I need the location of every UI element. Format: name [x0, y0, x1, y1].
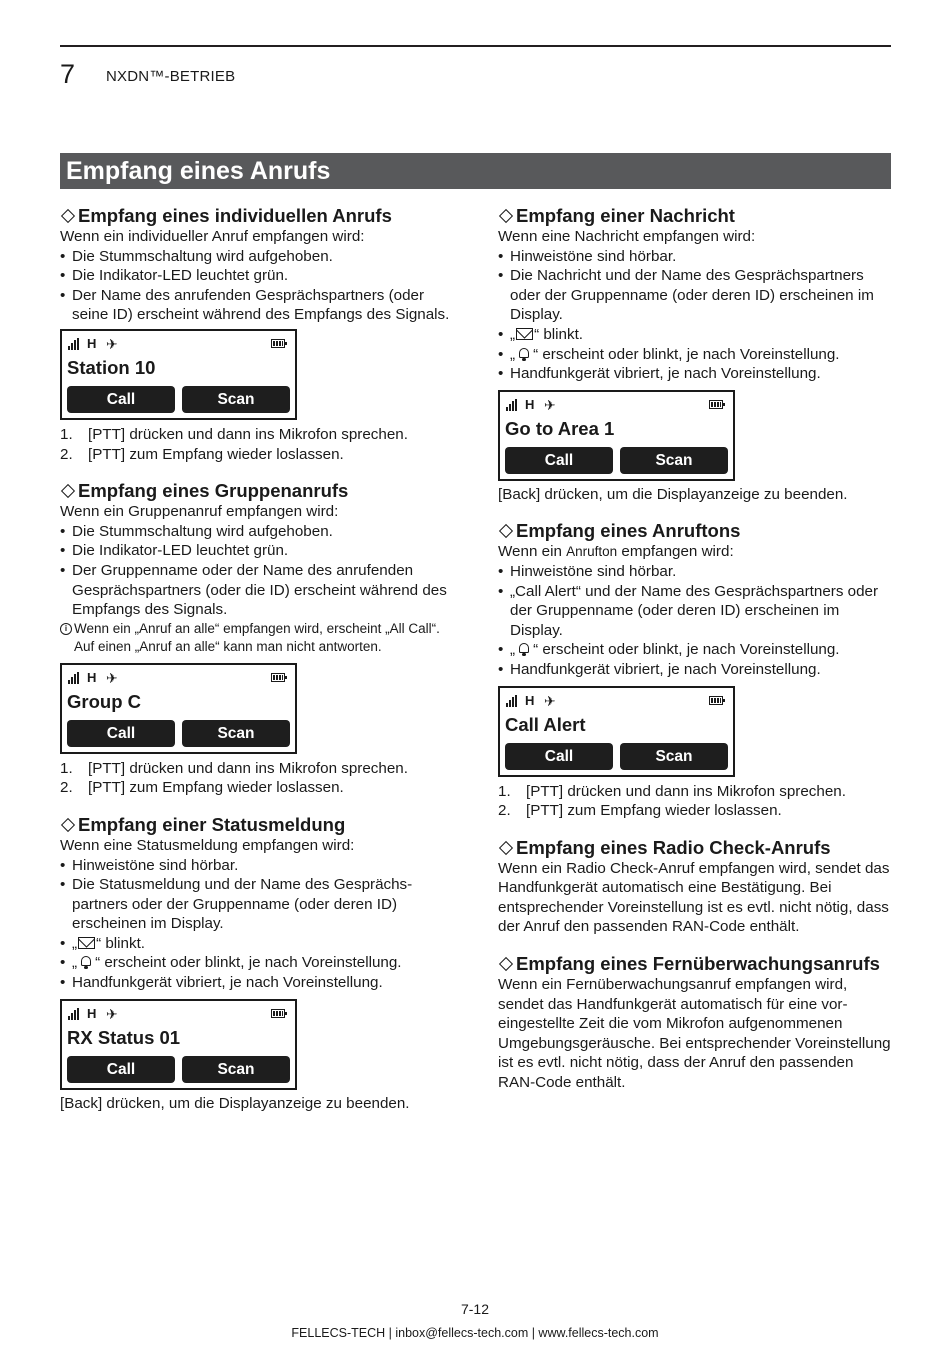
- section-title-bar: [60, 153, 891, 189]
- call-softkey: Call: [67, 720, 175, 747]
- airplane-icon: ✈: [106, 335, 118, 352]
- display-name: Group C: [67, 690, 141, 712]
- list-item: • Hinweistöne sind hörbar.: [498, 562, 893, 582]
- power-level: H: [525, 396, 535, 412]
- radio-display: [498, 390, 735, 481]
- chapter-number: 7: [60, 59, 76, 89]
- call-softkey: Call: [505, 447, 613, 474]
- section-heading: Empfang einer Statusmeldung: [60, 813, 455, 836]
- scan-softkey: Scan: [182, 386, 290, 413]
- envelope-icon: [78, 937, 95, 949]
- step-item: 2. [PTT] zum Empfang wieder loslassen.: [60, 779, 344, 797]
- section-heading: Empfang eines Gruppenanrufs: [60, 479, 455, 502]
- battery-icon: [709, 400, 723, 409]
- diamond-icon: [498, 204, 516, 227]
- signal-strength-icon: [68, 338, 82, 350]
- step-item: 2. [PTT] zum Empfang wieder loslassen.: [498, 802, 782, 820]
- list-item: • Handfunkgerät vibriert, je nach Voreinstellung.: [498, 364, 893, 384]
- list-item: • Der Gruppenname oder der Name des anrufenden Gesprächspartners (oder die ID) erscheint während des Empfangs des Signals.: [60, 561, 455, 620]
- diamond-icon: [60, 204, 78, 227]
- bell-icon: [516, 642, 532, 656]
- remote-monitor-section: [498, 952, 893, 1093]
- radio-display: [60, 999, 297, 1090]
- body-text: Wenn ein Fernüberwachungsanruf empfangen wird, sendet das Handfunkgerät automatisch für eine voreingestellte Zeit die vom Mikrofon aufgenommenen Umgebungsgeräusche. Bei entsprechender Voreinstellung ist es evtl. nicht nötig, dass der Anruf den passenden RAN-Code enthält.: [498, 976, 891, 1092]
- bullet-list: [498, 562, 893, 680]
- radio-display: [498, 686, 735, 777]
- info-note: i Wenn ein „Anruf an alle“ empfangen wird, erscheint „All Call“. Auf einen „Anruf an alle“ kann man nicht antworten.: [60, 620, 455, 657]
- signal-strength-icon: [68, 1008, 82, 1020]
- chapter-title: NXDN™-BETRIEB: [106, 68, 236, 85]
- individual-call-section: [60, 204, 455, 464]
- bell-icon: [516, 347, 532, 361]
- intro-text: Wenn eine Nachricht empfangen wird:: [498, 228, 756, 245]
- envelope-icon: [516, 328, 533, 340]
- airplane-icon: ✈: [544, 692, 556, 709]
- body-text: Wenn ein Radio Check-Anruf empfangen wird, sendet das Handfunkgerät automatisch eine Bestätigung. Bei entsprechender Voreinstellung ist es evtl. nicht nötig, dass der Anruf den passenden RAN-Code enthält.: [498, 859, 890, 936]
- display-name: Go to Area 1: [505, 417, 615, 439]
- intro-text: Wenn eine Statusmeldung empfangen wird:: [60, 836, 355, 854]
- bullet-list: [498, 247, 893, 384]
- airplane-icon: ✈: [106, 1005, 118, 1022]
- section-heading: Empfang einer Nachricht: [498, 204, 893, 227]
- intro-text: Wenn ein individueller Anruf empfangen wird:: [60, 228, 365, 245]
- battery-icon: [709, 696, 723, 705]
- step-item: 1. [PTT] drücken und dann ins Mikrofon sprechen.: [498, 782, 846, 800]
- list-item: • „ “ erscheint oder blinkt, je nach Voreinstellung.: [498, 640, 893, 660]
- message-section: [498, 204, 893, 504]
- list-item: • „Call Alert“ und der Name des Gesprächspartners oder der Gruppenname (oder deren ID) erscheinen im Display.: [498, 582, 893, 641]
- display-name: RX Status 01: [67, 1026, 181, 1048]
- step-item: 2. [PTT] zum Empfang wieder loslassen.: [60, 445, 344, 463]
- airplane-icon: ✈: [106, 669, 118, 686]
- display-name: Call Alert: [505, 713, 586, 735]
- step-list: [60, 425, 455, 464]
- bullet-list: [60, 522, 455, 620]
- call-softkey: Call: [505, 743, 613, 770]
- scan-softkey: Scan: [620, 743, 728, 770]
- list-item: • Handfunkgerät vibriert, je nach Voreinstellung.: [498, 660, 893, 680]
- group-call-section: [60, 479, 455, 798]
- intro-text: Wenn ein Anrufton empfangen wird:: [498, 543, 734, 561]
- signal-strength-icon: [506, 695, 520, 707]
- signal-strength-icon: [68, 672, 82, 684]
- bullet-list: [60, 856, 455, 993]
- list-item: • Hinweistöne sind hörbar.: [498, 247, 893, 267]
- status-bar: [504, 693, 729, 709]
- airplane-icon: ✈: [544, 396, 556, 413]
- battery-icon: [271, 339, 285, 348]
- status-bar: [66, 1006, 291, 1022]
- call-softkey: Call: [67, 386, 175, 413]
- scan-softkey: Scan: [620, 447, 728, 474]
- diamond-icon: [498, 836, 516, 859]
- section-heading: Empfang eines individuellen Anrufs: [60, 204, 455, 227]
- scan-softkey: Scan: [182, 720, 290, 747]
- list-item: • Handfunkgerät vibriert, je nach Voreinstellung.: [60, 973, 455, 993]
- list-item: • „ “ erscheint oder blinkt, je nach Voreinstellung.: [60, 953, 455, 973]
- list-item: • Die Indikator-LED leuchtet grün.: [60, 541, 455, 561]
- step-list: [60, 759, 455, 798]
- status-bar: [66, 670, 291, 686]
- list-item: • „ “ erscheint oder blinkt, je nach Voreinstellung.: [498, 345, 893, 365]
- list-item: • Die Statusmeldung und der Name des Gesprächspartners oder der Gruppenname (oder deren ID) erscheinen im Display.: [60, 875, 455, 934]
- power-level: H: [87, 1005, 97, 1021]
- display-name: Station 10: [67, 356, 156, 378]
- diamond-icon: [60, 813, 78, 836]
- section-heading: Empfang eines Anruftons: [498, 519, 893, 542]
- signal-strength-icon: [506, 399, 520, 411]
- footer-contact: FELLECS-TECH | inbox@fellecs-tech.com | www.fellecs-tech.com: [291, 1326, 659, 1340]
- list-item: • Die Nachricht und der Name des Gesprächspartners oder der Gruppenname (oder deren ID) erscheinen im Display.: [498, 266, 893, 325]
- list-item: • Die Stummschaltung wird aufgehoben.: [60, 247, 455, 267]
- diamond-icon: [498, 519, 516, 542]
- status-bar: [504, 397, 729, 413]
- battery-icon: [271, 673, 285, 682]
- after-text: [Back] drücken, um die Displayanzeige zu beenden.: [60, 1094, 410, 1112]
- bell-icon: [78, 955, 94, 969]
- scan-softkey: Scan: [182, 1056, 290, 1083]
- left-column: [60, 204, 455, 1113]
- step-list: [498, 782, 893, 821]
- step-item: 1. [PTT] drücken und dann ins Mikrofon sprechen.: [60, 425, 408, 443]
- call-tone-section: [498, 519, 893, 820]
- right-column: [498, 204, 893, 1093]
- list-item: • Der Name des anrufenden Gesprächspartners (oder seine ID) erscheint während des Empfangs des Signals.: [60, 286, 455, 325]
- info-icon: i: [60, 623, 72, 635]
- power-level: H: [87, 669, 97, 685]
- status-bar: [66, 336, 291, 352]
- section-title: Empfang eines Anrufs: [66, 157, 331, 185]
- intro-text: Wenn ein Gruppenanruf empfangen wird:: [60, 503, 339, 521]
- bullet-list: [60, 247, 455, 325]
- power-level: H: [525, 692, 535, 708]
- after-text: [Back] drücken, um die Displayanzeige zu beenden.: [498, 485, 848, 503]
- list-item: • Hinweistöne sind hörbar.: [60, 856, 455, 876]
- radio-display: [60, 329, 297, 420]
- section-heading: Empfang eines Fernüberwachungsanrufs: [498, 952, 893, 975]
- list-item: • Die Indikator-LED leuchtet grün.: [60, 266, 455, 286]
- status-message-section: [60, 813, 455, 1113]
- battery-icon: [271, 1009, 285, 1018]
- diamond-icon: [498, 952, 516, 975]
- section-heading: Empfang eines Radio Check-Anrufs: [498, 836, 893, 859]
- step-item: 1. [PTT] drücken und dann ins Mikrofon sprechen.: [60, 759, 408, 777]
- radio-check-section: [498, 836, 893, 937]
- list-item: • Die Stummschaltung wird aufgehoben.: [60, 522, 455, 542]
- list-item: • „ “ blinkt.: [60, 934, 455, 954]
- call-softkey: Call: [67, 1056, 175, 1083]
- power-level: H: [87, 335, 97, 351]
- page-number: 7-12: [460, 1301, 490, 1317]
- list-item: • „ “ blinkt.: [498, 325, 893, 345]
- header-rule: [60, 45, 891, 47]
- radio-display: [60, 663, 297, 754]
- diamond-icon: [60, 479, 78, 502]
